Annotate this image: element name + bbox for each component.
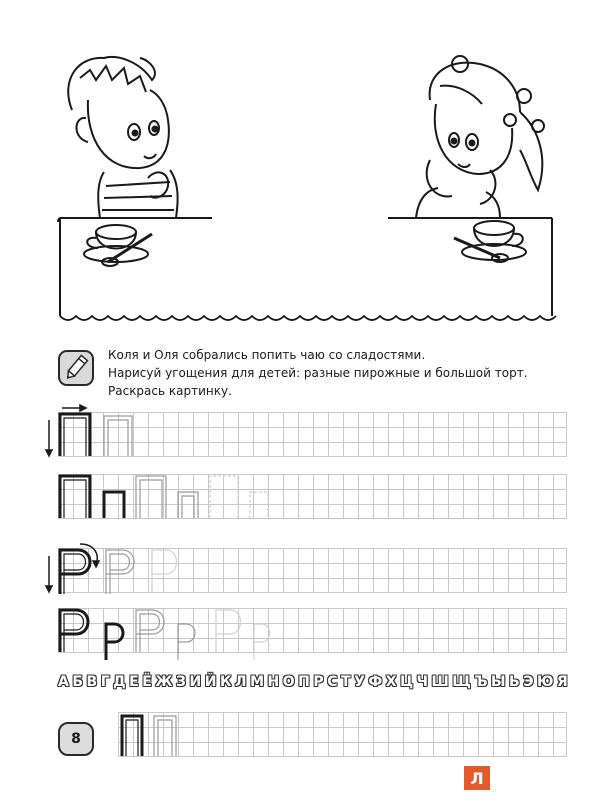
letter-trace-row-5 [118,704,198,764]
instruction-line-3: Раскрась картинку. [108,384,232,398]
alphabet-letter: Н [267,674,280,690]
alphabet-letter: А [58,674,69,690]
alphabet-letter: И [189,674,202,690]
instruction-line-1: Коля и Оля собрались попить чаю со сладостями. [108,348,426,362]
alphabet-letter: Б [72,674,84,690]
alphabet-letter: Й [204,674,217,690]
alphabet-letter: Ю [537,674,554,690]
alphabet-letter: К [219,674,232,690]
alphabet-letter: Ё [142,674,152,690]
letter-trace-row-3 [40,538,200,602]
alphabet-letter: Л [234,674,247,690]
alphabet-letter: Ы [491,674,506,690]
instructions [108,346,578,400]
alphabet-letter: Щ [452,674,471,690]
alphabet-letter: Э [523,674,534,690]
alphabet-letter: Д [113,674,126,690]
page-number-badge [58,722,94,756]
publisher-logo [464,766,490,790]
instruction-line-2: Нарисуй угощения для детей: разные пирожные и большой торт. [108,366,528,380]
alphabet-letter: У [354,674,365,690]
alphabet-letter: З [176,674,186,690]
page-number: 8 [71,731,81,747]
alphabet-letter: Ш [431,674,449,690]
alphabet-letter: П [298,674,310,690]
alphabet-letter: Ь [509,674,520,690]
alphabet-strip [58,674,568,694]
alphabet-letter: О [282,674,295,690]
alphabet-letter: Ф [368,674,383,690]
letter-trace-row-4 [58,600,288,664]
alphabet-letter: М [250,674,264,690]
letter-trace-row-2 [58,466,278,526]
publisher-logo-letter: Л [470,768,484,788]
alphabet-letter: Я [556,674,568,690]
children-tea-illustration [0,0,612,340]
pencil-icon [58,350,94,386]
alphabet-letter: С [327,674,338,690]
alphabet-letter: Ч [416,674,428,690]
letter-trace-row-1 [40,404,160,464]
alphabet-letter: В [86,674,98,690]
alphabet-letter: Р [313,674,324,690]
alphabet-letter: Г [100,674,110,690]
alphabet-letter: Е [129,674,139,690]
alphabet-letter: Т [340,674,351,690]
alphabet-letter: Ъ [474,674,488,690]
alphabet-letter: Х [385,674,397,690]
alphabet-letter: Ж [155,674,173,690]
alphabet-letter: Ц [400,674,414,690]
